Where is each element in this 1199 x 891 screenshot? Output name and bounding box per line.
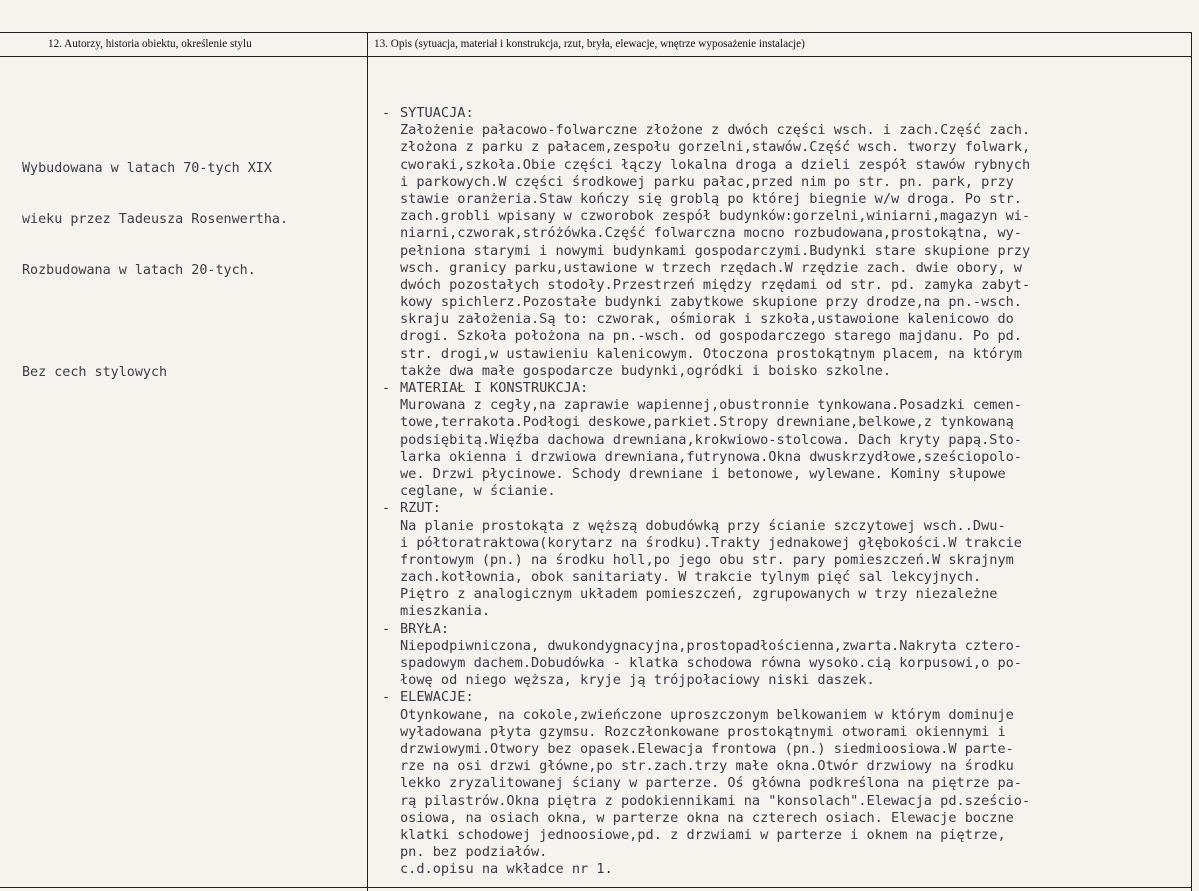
description-line: str. drogi,w ustawieniu kalenicowym. Otoczona prostokątnym placem, na którym	[400, 345, 1022, 362]
description-line: Otynkowane, na cokole,zwieńczone uproszczonym belkowaniem w którym dominuje	[400, 706, 1014, 723]
description-line: spadowym dachem.Dobudówka - klatka schodowa równa wysoko.cią korpusowi,o po-	[400, 655, 1022, 671]
section-heading	[382, 380, 1190, 397]
description-line: kowy spichlerz.Pozostałe budynki zabytkowe skupione przy drodze,na pn.-wsch.	[400, 294, 1022, 311]
history-line: Wybudowana w latach 70-tych XIX	[22, 161, 272, 176]
description-line: rze na osi drzwi główne,po str.zach.trzy małe okna.Otwór drzwiowy na środku	[400, 758, 1014, 775]
description-line: wyładowana płyta gzymsu. Rozczłonkowane prostokątnymi otworami okiennymi i	[400, 723, 1006, 740]
description-line: rą pilastrów.Okna piętra z podokiennikami na "konsolach".Elewacja pd.sześcio-	[400, 792, 1031, 809]
frame-bottom-rule	[0, 887, 1192, 888]
description-line: osiowa, na osiach okna, w parterze okna na czterech osiach. Elewacje boczne	[400, 809, 1014, 826]
section-heading	[382, 500, 1190, 517]
description-line: mieszkania.	[400, 603, 491, 620]
bullet-dash: -	[382, 500, 391, 517]
description-line: wsch. granicy parku,ustawione w trzech rzędach.W rzędzie zach. dwie obory, w	[400, 259, 1022, 276]
header-bottom-rule	[0, 56, 1192, 57]
description-line: drogi. Szkoła położona na pn.-wsch. od gospodarczego starego majdanu. Po pd.	[400, 328, 1022, 345]
description-line: drzwiowymi.Otwory bez opasek.Elewacja frontowa (pn.) siedmioosiowa.W parte-	[400, 740, 1014, 757]
section-title: ELEWACJE:	[400, 689, 474, 706]
description-text	[382, 105, 1190, 878]
section-title: SYTUACJA:	[400, 105, 474, 121]
section-title: MATERIAŁ I KONSTRUKCJA:	[400, 380, 589, 396]
description-line: ceglane, w ścianie.	[400, 483, 556, 500]
description-line: Założenie pałacowo-folwarczne złożone z dwóch części wsch. i zach.Część zach.	[400, 122, 1031, 139]
history-line: Rozbudowana w latach 20-tych.	[22, 263, 256, 278]
description-line: pn. bez podziałów.	[400, 844, 548, 861]
description-line: larka okienna i drzwiowa drewniana,futrynowa.Okna dwuskrzydłowe,sześciopolo-	[400, 448, 1022, 465]
description-line: podsiębitą.Więźba dachowa drewniana,krokwiowo-stolcowa. Dach kryty papą.Sto-	[400, 431, 1022, 448]
description-line: także dwa małe gospodarcze budynki,ogródki i boisko szkolne.	[400, 362, 892, 379]
section-title: BRYŁA:	[400, 620, 450, 637]
description-line: zach.grobli wpisany w czworobok zespół budynków:gorzelni,winiarni,magazyn wi-	[400, 208, 1031, 225]
field-12-header: 12. Autorzy, historia obiektu, określenie stylu	[48, 38, 252, 50]
field-13-header: 13. Opis (sytuacja, materiał i konstrukcja, rzut, bryła, elewacje, wnętrze wyposażenie instalacje)	[374, 38, 805, 50]
description-line: Murowana z cegły,na zaprawie wapiennej,obustronnie tynkowana.Posadzki cemen-	[400, 397, 1022, 414]
description-line: we. Drzwi płycinowe. Schody drewniane i betonowe, wylewane. Kominy słupowe	[400, 465, 1006, 482]
history-text	[22, 126, 366, 398]
description-line: skraju założenia.Są to: czworak, ośmiorak i szkoła,ustawoione kalenicowo do	[400, 311, 1014, 328]
description-line: Niepodpiwniczona, dwukondygnacyjna,prostopadłościenna,zwarta.Nakryta cztero-	[400, 637, 1022, 654]
frame-top-rule	[0, 32, 1192, 33]
description-line: i parkowych.W części środkowej parku pałac,przed nim po str. pn. park, przy	[400, 173, 1014, 190]
description-line: dwóch pozostałych stodoły.Przestrzeń między rzędami od str. pd. zamyka zabyt-	[400, 276, 1031, 293]
frame-right-rule	[1191, 32, 1192, 891]
section-heading	[382, 621, 1190, 638]
style-note: Bez cech stylowych	[22, 365, 168, 380]
bullet-dash: -	[382, 380, 391, 396]
description-line: pełniona starymi i nowymi budynkami gospodarczymi.Budynki stare skupione przy	[400, 242, 1031, 259]
bullet-dash: -	[382, 105, 391, 121]
description-line: łowę od niego węższa, kryje ją trójpołaciowy niski daszek.	[400, 672, 875, 689]
bullet-dash: -	[382, 689, 391, 706]
description-line: i półtoratraktowa(korytarz na środku).Trakty jednakowej głębokości.W trakcie	[400, 534, 1022, 551]
description-line: złożona z parku z pałacem,zespołu gorzelni,stawów.Część wsch. tworzy folwark,	[400, 139, 1031, 156]
description-line: lekko zryzalitowanej ściany w parterze. Oś główna podkreślona na piętrze pa-	[400, 775, 1022, 792]
bullet-dash: -	[382, 620, 391, 637]
section-heading	[382, 105, 1190, 122]
description-line: klatki schodowej jednoosiowe,pd. z drzwiami w parterze i oknem na piętrze,	[400, 826, 1006, 843]
section-heading	[382, 689, 1190, 706]
description-line: frontowym (pn.) na środku holl,po jego obu str. pary pomieszczeń.W skrajnym	[400, 551, 1014, 568]
description-line: towe,terrakota.Podłogi deskowe,parkiet.Stropy drewniane,belkowe,z tynkowaną	[400, 414, 1014, 431]
description-line: c.d.opisu na wkładce nr 1.	[400, 861, 613, 878]
description-line: zach.kotłownia, obok sanitariaty. W trakcie tylnym pięć sal lekcyjnych.	[400, 569, 982, 586]
description-line: stawie oranżeria.Staw kończy się groblą po której biegnie w/w droga. Po str.	[400, 190, 1022, 207]
description-line: Na planie prostokąta z węższą dobudówką przy ścianie szczytowej wsch..Dwu-	[400, 517, 1006, 534]
description-line: cworaki,szkoła.Obie części łączy lokalna droga a dzieli zespół stawów rybnych	[400, 156, 1031, 173]
section-title: RZUT:	[400, 500, 441, 517]
description-line: niarni,czworak,stróżówka.Część folwarczna mocno rozbudowana,prostokątna, wy-	[400, 225, 1022, 242]
history-line: wieku przez Tadeusza Rosenwertha.	[22, 212, 289, 227]
column-divider	[367, 32, 368, 891]
description-line: Piętro z analogicznym układem pomieszczeń, zgrupowanych w trzy niezależne	[400, 586, 998, 603]
